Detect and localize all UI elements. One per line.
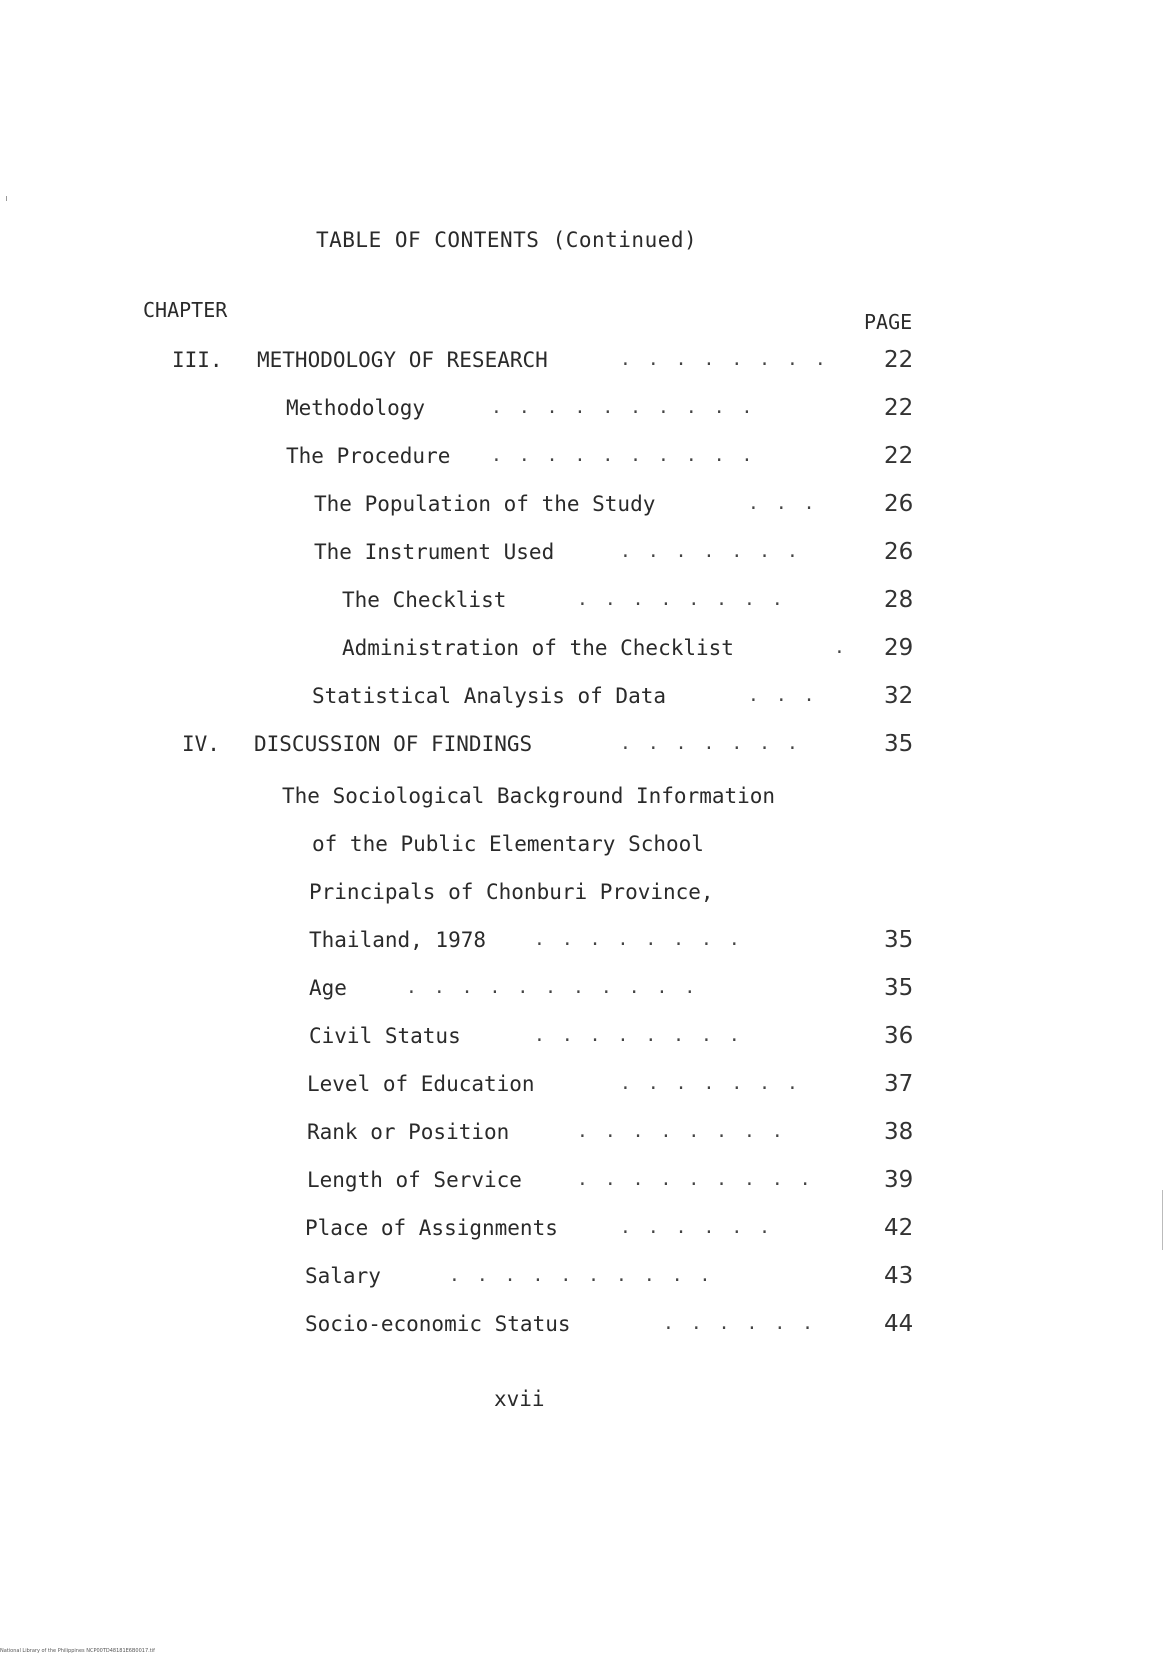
dot-leader: ... [748, 685, 832, 706]
page-number: 42 [884, 1215, 914, 1241]
page-folio: xvii [494, 1387, 545, 1411]
entry-title: Salary [305, 1264, 381, 1288]
entry-title: DISCUSSION OF FINDINGS [254, 732, 533, 756]
dot-leader: .......... [491, 397, 770, 418]
entry-title: Administration of the Checklist [342, 636, 734, 660]
page-number: 38 [884, 1119, 914, 1145]
page-number: 32 [884, 683, 914, 709]
entry-title: Place of Assignments [305, 1216, 558, 1240]
entry-title: Thailand, 1978 [309, 928, 487, 952]
left-edge-mark [6, 196, 7, 201]
entry-title: The Procedure [286, 444, 451, 468]
scan-footer: National Library of the Philippines NCP00TD48181E6B0017.tif [0, 1648, 155, 1654]
toc-entry [0, 1165, 1168, 1195]
toc-entry [0, 1021, 1168, 1051]
page-number: 37 [884, 1071, 914, 1097]
page-number: 22 [884, 443, 914, 469]
dot-leader: ........... [406, 977, 713, 998]
dot-leader: ....... [620, 1073, 815, 1094]
page-number: 22 [884, 395, 914, 421]
entry-title: Age [309, 976, 347, 1000]
page-number: 39 [884, 1167, 914, 1193]
dot-leader: ....... [620, 733, 815, 754]
page-number: 29 [884, 635, 914, 661]
toc-entry [0, 973, 1168, 1003]
dot-leader: ...... [620, 1217, 788, 1238]
entry-title: Methodology [286, 396, 426, 420]
toc-entry [0, 393, 1168, 423]
toc-entry [0, 585, 1168, 615]
toc-entry [0, 633, 1168, 663]
dot-leader: .......... [491, 445, 770, 466]
page-number: 22 [884, 347, 914, 373]
entry-title: Rank or Position [307, 1120, 510, 1144]
entry-title: The Population of the Study [314, 492, 656, 516]
dot-leader: ... [748, 493, 832, 514]
toc-entry [0, 1309, 1168, 1339]
toc-entry [0, 537, 1168, 567]
dot-leader: . [834, 637, 862, 658]
dot-leader: ......... [577, 1169, 828, 1190]
right-edge-mark [1162, 1190, 1163, 1250]
page-number: 35 [884, 927, 914, 953]
entry-title: Length of Service [307, 1168, 522, 1192]
dot-leader: ........ [534, 929, 757, 950]
page-number: 35 [884, 731, 914, 757]
page-number: 43 [884, 1263, 914, 1289]
toc-entry [0, 345, 1168, 375]
dot-leader: ...... [663, 1313, 831, 1334]
page-column-header: PAGE [864, 310, 913, 334]
entry-title: Level of Education [307, 1072, 535, 1096]
page-number: 35 [884, 975, 914, 1001]
page-number: 26 [884, 491, 914, 517]
toc-entry [0, 1069, 1168, 1099]
dot-leader: ........ [620, 349, 843, 370]
toc-entry [0, 489, 1168, 519]
page-number: 36 [884, 1023, 914, 1049]
entry-title-line: of the Public Elementary School [312, 832, 704, 856]
toc-entry [0, 441, 1168, 471]
page-number: 26 [884, 539, 914, 565]
toc-entry [0, 1261, 1168, 1291]
entry-title-line: Principals of Chonburi Province, [309, 880, 714, 904]
toc-entry [0, 925, 1168, 955]
dot-leader: .......... [449, 1265, 728, 1286]
dot-leader: ....... [620, 541, 815, 562]
toc-entry [0, 1213, 1168, 1243]
dot-leader: ........ [534, 1025, 757, 1046]
page-title: TABLE OF CONTENTS (Continued) [316, 228, 698, 252]
chapter-column-header: CHAPTER [143, 298, 228, 322]
entry-title: Civil Status [309, 1024, 461, 1048]
chapter-number: IV. [182, 732, 220, 756]
dot-leader: ........ [577, 1121, 800, 1142]
dot-leader: ........ [577, 589, 800, 610]
entry-title: Socio-economic Status [305, 1312, 571, 1336]
entry-title-line: The Sociological Background Information [282, 784, 776, 808]
toc-entry [0, 681, 1168, 711]
page-number: 44 [884, 1311, 914, 1337]
entry-title: The Checklist [342, 588, 507, 612]
entry-title: METHODOLOGY OF RESEARCH [257, 348, 548, 372]
chapter-number: III. [172, 348, 223, 372]
toc-entry [0, 1117, 1168, 1147]
page-number: 28 [884, 587, 914, 613]
toc-entry [0, 729, 1168, 759]
entry-title: Statistical Analysis of Data [312, 684, 667, 708]
entry-title: The Instrument Used [314, 540, 555, 564]
